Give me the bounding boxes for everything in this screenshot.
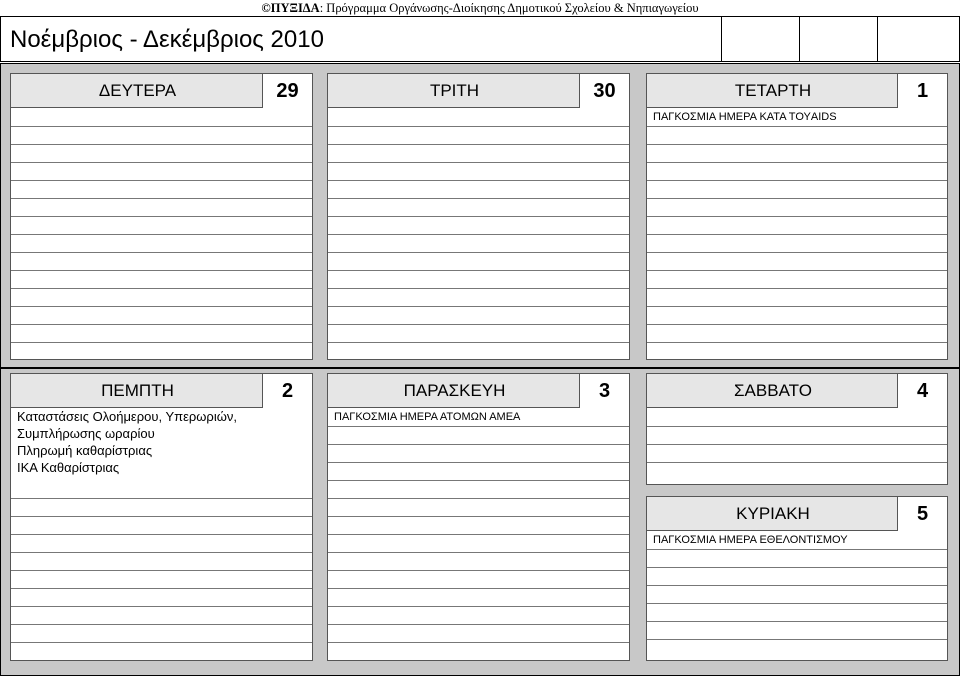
ruled-line	[328, 180, 629, 181]
period-title: Νοέμβριος - Δεκέμβριος 2010	[10, 26, 324, 53]
day-number: 5	[897, 497, 947, 531]
day-name: ΤΡΙΤΗ	[429, 81, 480, 100]
ruled-line	[328, 144, 629, 145]
day-number: 30	[579, 74, 629, 108]
day-thursday	[10, 373, 313, 661]
day-note: Πληρωμή καθαρίστριας	[17, 443, 153, 458]
day-monday	[10, 73, 313, 360]
copyright-bar	[0, 0, 960, 16]
copyright-text: : Πρόγραμμα Οργάνωσης-Διοίκησης Δημοτικού Σχολείου & Νηπιαγωγείου	[319, 1, 699, 15]
ruled-line	[647, 621, 947, 622]
day-wednesday	[646, 73, 948, 360]
ruled-line	[647, 306, 947, 307]
ruled-line	[11, 606, 312, 607]
ruled-line	[11, 534, 312, 535]
ruled-line	[11, 180, 312, 181]
ruled-line	[11, 624, 312, 625]
planner-header	[0, 16, 960, 62]
header-cell	[799, 17, 877, 61]
day-header	[647, 74, 947, 108]
ruled-line	[647, 324, 947, 325]
day-header	[328, 374, 629, 408]
ruled-line	[647, 144, 947, 145]
ruled-line	[328, 306, 629, 307]
ruled-line	[11, 642, 312, 643]
day-tuesday	[327, 73, 630, 360]
ruled-line	[328, 444, 629, 445]
ruled-line	[328, 480, 629, 481]
ruled-line	[647, 585, 947, 586]
ruled-line	[328, 342, 629, 343]
ruled-line	[328, 570, 629, 571]
ruled-line	[11, 570, 312, 571]
day-note: ΙΚΑ Καθαρίστριας	[17, 460, 120, 475]
ruled-line	[11, 324, 312, 325]
ruled-line	[328, 216, 629, 217]
ruled-line	[11, 306, 312, 307]
ruled-line	[647, 444, 947, 445]
ruled-line	[328, 534, 629, 535]
ruled-line	[328, 426, 629, 427]
ruled-line	[328, 270, 629, 271]
day-header	[328, 74, 629, 108]
ruled-line	[11, 552, 312, 553]
ruled-line	[11, 144, 312, 145]
day-number: 4	[897, 374, 947, 408]
ruled-line	[647, 180, 947, 181]
ruled-line	[328, 516, 629, 517]
day-name: ΤΕΤΑΡΤΗ	[734, 81, 812, 100]
ruled-line	[647, 126, 947, 127]
ruled-line	[11, 162, 312, 163]
ruled-line	[328, 498, 629, 499]
ruled-line	[328, 288, 629, 289]
ruled-line	[11, 270, 312, 271]
day-name: ΠΕΜΠΤΗ	[101, 381, 174, 400]
ruled-line	[11, 126, 312, 127]
ruled-line	[328, 198, 629, 199]
day-note: Καταστάσεις Ολοήμερου, Υπερωριών,	[17, 409, 237, 424]
ruled-line	[647, 162, 947, 163]
ruled-line	[647, 462, 947, 463]
day-number: 1	[897, 74, 947, 108]
ruled-line	[647, 198, 947, 199]
ruled-line	[328, 162, 629, 163]
ruled-line	[11, 588, 312, 589]
ruled-line	[647, 567, 947, 568]
ruled-line	[11, 516, 312, 517]
ruled-line	[647, 288, 947, 289]
day-name: ΠΑΡΑΣΚΕΥΗ	[403, 381, 506, 400]
day-header	[11, 74, 312, 108]
ruled-line	[11, 288, 312, 289]
ruled-line	[328, 462, 629, 463]
ruled-line	[328, 252, 629, 253]
ruled-line	[328, 606, 629, 607]
ruled-line	[328, 324, 629, 325]
day-number: 2	[262, 374, 312, 408]
day-header	[647, 497, 947, 531]
day-note: ΠΑΓΚΟΣΜΙΑ ΗΜΕΡΑ ΑΤΟΜΩΝ ΑΜΕΑ	[334, 411, 521, 423]
ruled-line	[11, 198, 312, 199]
day-note: ΠΑΓΚΟΣΜΙΑ ΗΜΕΡΑ ΚΑΤΑ ΤΟΥAIDS	[653, 111, 837, 123]
day-note: Συμπλήρωσης ωραρίου	[17, 426, 155, 441]
day-friday	[327, 373, 630, 661]
day-sunday	[646, 496, 948, 661]
ruled-line	[647, 216, 947, 217]
ruled-line	[11, 216, 312, 217]
day-note: ΠΑΓΚΟΣΜΙΑ ΗΜΕΡΑ ΕΘΕΛΟΝΤΙΣΜΟΥ	[653, 534, 848, 546]
ruled-line	[328, 234, 629, 235]
ruled-line	[647, 342, 947, 343]
ruled-line	[328, 642, 629, 643]
ruled-line	[647, 234, 947, 235]
ruled-line	[11, 234, 312, 235]
ruled-line	[647, 603, 947, 604]
copyright-brand: ©ΠΥΞΙΔΑ	[261, 1, 320, 15]
day-name: ΣΑΒΒΑΤΟ	[734, 381, 812, 400]
ruled-line	[11, 252, 312, 253]
day-name: ΔΕΥΤΕΡΑ	[98, 81, 177, 100]
ruled-line	[328, 624, 629, 625]
ruled-line	[647, 252, 947, 253]
ruled-line	[647, 270, 947, 271]
day-number: 29	[262, 74, 312, 108]
ruled-line	[647, 426, 947, 427]
header-cell	[877, 17, 959, 61]
ruled-line	[328, 126, 629, 127]
ruled-line	[647, 639, 947, 640]
day-saturday	[646, 373, 948, 485]
day-name: ΚΥΡΙΑΚΗ	[736, 504, 810, 523]
day-number: 3	[579, 374, 629, 408]
ruled-line	[11, 498, 312, 499]
ruled-line	[11, 342, 312, 343]
day-header	[647, 374, 947, 408]
day-header	[11, 374, 312, 408]
ruled-line	[328, 588, 629, 589]
ruled-line	[647, 549, 947, 550]
header-cell	[721, 17, 799, 61]
ruled-line	[328, 552, 629, 553]
